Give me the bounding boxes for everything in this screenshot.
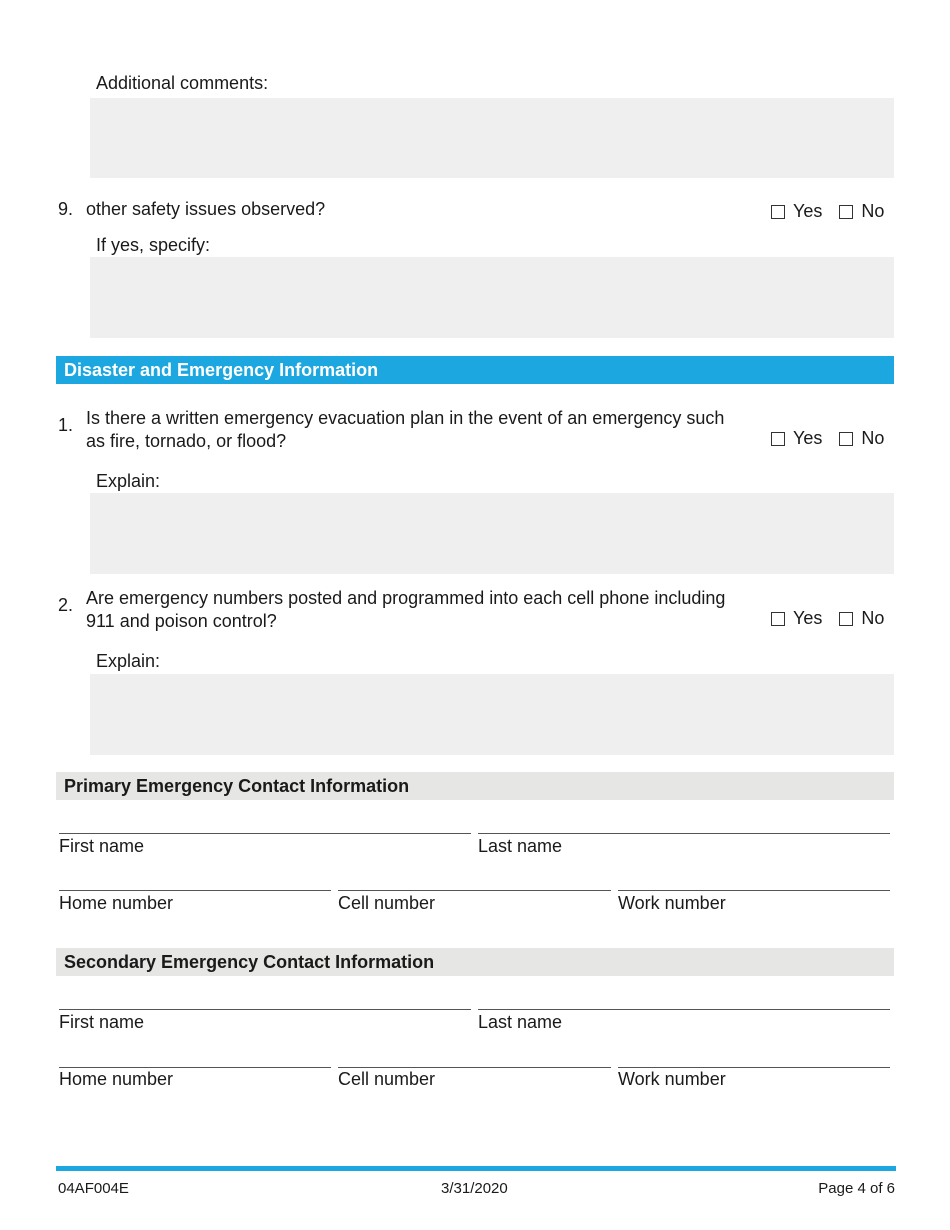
explain-label: Explain: — [96, 471, 161, 491]
first-name-input[interactable] — [59, 833, 471, 834]
yes-label: Yes — [793, 608, 823, 628]
question-number: 9. — [58, 199, 74, 219]
first-name-label: First name — [59, 1012, 145, 1032]
question-text: other safety issues observed? — [86, 199, 326, 219]
question-number: 2. — [58, 595, 74, 615]
form-date: 3/31/2020 — [441, 1180, 508, 1197]
yes-checkbox[interactable] — [771, 432, 785, 446]
yes-label: Yes — [793, 201, 823, 221]
emergency-numbers-explain-field[interactable] — [90, 674, 894, 755]
last-name-input[interactable] — [478, 833, 890, 834]
home-number-input[interactable] — [59, 890, 331, 891]
secondary-contact-header: Secondary Emergency Contact Information — [56, 948, 894, 976]
page-number: Page 4 of 6 — [818, 1180, 895, 1197]
additional-comments-field[interactable] — [90, 98, 894, 178]
yes-checkbox[interactable] — [771, 205, 785, 219]
no-checkbox[interactable] — [839, 432, 853, 446]
yes-no-group — [771, 201, 884, 222]
last-name-label: Last name — [478, 836, 563, 856]
work-number-label: Work number — [618, 893, 726, 913]
no-option[interactable] — [839, 428, 884, 449]
last-name-input[interactable] — [478, 1009, 890, 1010]
no-label: No — [861, 428, 885, 448]
explain-label: Explain: — [96, 651, 161, 671]
home-number-label: Home number — [59, 893, 174, 913]
last-name-label: Last name — [478, 1012, 563, 1032]
cell-number-label: Cell number — [338, 893, 436, 913]
question-text-line2: as fire, tornado, or flood? — [86, 431, 287, 451]
yes-label: Yes — [793, 428, 823, 448]
other-safety-issues-field[interactable] — [90, 257, 894, 338]
no-checkbox[interactable] — [839, 612, 853, 626]
primary-contact-header: Primary Emergency Contact Information — [56, 772, 894, 800]
home-number-label: Home number — [59, 1069, 174, 1089]
yes-option[interactable] — [771, 608, 822, 629]
yes-option[interactable] — [771, 201, 822, 222]
no-option[interactable] — [839, 201, 884, 222]
first-name-label: First name — [59, 836, 145, 856]
yes-no-group — [771, 428, 884, 449]
yes-checkbox[interactable] — [771, 612, 785, 626]
disaster-section-header: Disaster and Emergency Information — [56, 356, 894, 384]
no-label: No — [861, 608, 885, 628]
footer-rule — [56, 1166, 896, 1171]
yes-option[interactable] — [771, 428, 822, 449]
if-yes-specify-label: If yes, specify: — [96, 235, 211, 255]
cell-number-input[interactable] — [338, 890, 611, 891]
question-text-line1: Are emergency numbers posted and programmed into each cell phone including — [86, 588, 726, 608]
form-id: 04AF004E — [58, 1180, 129, 1197]
no-label: No — [861, 201, 885, 221]
cell-number-label: Cell number — [338, 1069, 436, 1089]
question-text-line2: 911 and poison control? — [86, 611, 277, 631]
question-number: 1. — [58, 415, 74, 435]
no-option[interactable] — [839, 608, 884, 629]
additional-comments-label: Additional comments: — [96, 73, 269, 93]
yes-no-group — [771, 608, 884, 629]
question-text-line1: Is there a written emergency evacuation plan in the event of an emergency such — [86, 408, 725, 428]
work-number-label: Work number — [618, 1069, 726, 1089]
first-name-input[interactable] — [59, 1009, 471, 1010]
work-number-input[interactable] — [618, 890, 890, 891]
evacuation-plan-explain-field[interactable] — [90, 493, 894, 574]
no-checkbox[interactable] — [839, 205, 853, 219]
